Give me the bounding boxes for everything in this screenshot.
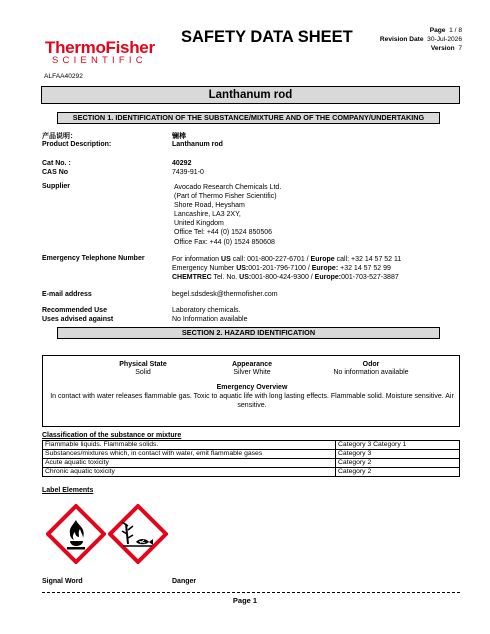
emergency-overview-line-2: sensitive. (237, 402, 267, 409)
uses-advised-against-label: Uses advised against (42, 316, 114, 323)
appearance-value: Silver White (233, 369, 271, 377)
product-name-cn: 镧棒 (172, 133, 186, 140)
recommended-use-label: Recommended Use (42, 307, 107, 314)
product-description-value (172, 133, 223, 150)
hazard-class: Acute aquatic toxicity (43, 459, 336, 468)
cas-no-label: CAS No (42, 169, 69, 176)
hazard-class: Substances/mixtures which, in contact with water, emit flammable gases (43, 450, 336, 459)
uses-advised-against-value: No Information available (172, 316, 248, 323)
classification-heading: Classification of the substance or mixture (42, 432, 182, 439)
hazard-category: Category 3 (336, 450, 460, 459)
product-description-en: Product Description: (42, 141, 112, 149)
supplier-line: Office Tel: +44 (0) 1524 850506 (174, 229, 273, 237)
signal-word-value: Danger (172, 578, 197, 585)
footer-divider (42, 592, 460, 593)
emergency-overview-line-1: In contact with water releases flammable gas. Toxic to aquatic life with long lasting effects. Flammable solid. Moisture sensitive. Air (50, 393, 454, 400)
section-1-heading: SECTION 1. IDENTIFICATION OF THE SUBSTANCE/MIXTURE AND OF THE COMPANY/UNDERTAKING (57, 112, 440, 124)
table-row (43, 468, 460, 477)
document-meta (380, 27, 462, 54)
supplier-line: Office Fax: +44 (0) 1524 850608 (174, 238, 275, 246)
hazard-class: Chronic aquatic toxicity (43, 468, 336, 477)
emergency-line-2: Emergency Number US:001-201-796-7100 / Europe: +32 14 57 52 99 (172, 265, 391, 273)
hazard-class: Flammable liquids. Flammable solids. (43, 441, 336, 450)
odor-label: Odor (362, 361, 380, 368)
hazard-category: Category 2 (336, 459, 460, 468)
cat-no-value: 40292 (172, 160, 192, 167)
product-title: Lanthanum rod (41, 86, 460, 104)
appearance-label: Appearance (231, 361, 273, 368)
version-value: 7 (458, 44, 462, 52)
version-label: Version (430, 44, 455, 52)
supplier-line: (Part of Thermo Fisher Scientific) (174, 193, 277, 201)
brand-logo: ThermoFisher (45, 38, 155, 57)
supplier-line: Lancashire, LA3 2XY, (174, 211, 241, 219)
document-title: SAFETY DATA SHEET (181, 28, 353, 46)
document-id: ALFAA40292 (44, 73, 83, 80)
emergency-phone-label: Emergency Telephone Number (42, 255, 145, 262)
revision-label: Revision Date (379, 35, 424, 43)
emergency-line-3: CHEMTREC Tel. No. US:001-800-424-9300 / Europe:001-703-527-3887 (172, 274, 399, 282)
table-row (43, 459, 460, 468)
supplier-address (174, 183, 281, 247)
page-number: Page 1 (232, 596, 258, 605)
emergency-phone-details (172, 255, 401, 282)
recommended-use-value: Laboratory chemicals. (172, 307, 241, 314)
page-value: 1 / 8 (449, 27, 462, 34)
emergency-overview-label: Emergency Overview (216, 384, 288, 391)
supplier-line: United Kingdom (174, 220, 224, 228)
signal-word-label: Signal Word (42, 578, 83, 585)
supplier-label: Supplier (42, 183, 71, 190)
section-2-heading: SECTION 2. HAZARD IDENTIFICATION (57, 327, 440, 339)
label-elements-heading: Label Elements (42, 487, 94, 494)
email-value[interactable]: begel.sdsdesk@thermofisher.com (172, 291, 278, 298)
environment-pictogram-icon (108, 504, 168, 564)
email-label: E-mail address (42, 291, 92, 298)
odor (301, 361, 441, 378)
emergency-line-1: For information US call: 001-800-227-6701 / Europe call: +32 14 57 52 11 (172, 256, 402, 263)
cas-no-value: 7439-91-0 (172, 169, 204, 176)
table-row (43, 441, 460, 450)
product-name: Lanthanum rod (172, 141, 223, 149)
physical-state-label: Physical State (119, 361, 167, 368)
revision-value: 30-Jul-2026 (427, 35, 462, 43)
physical-state-value: Solid (135, 369, 151, 377)
brand-logo-subtitle: SCIENTIFIC (52, 55, 147, 66)
cat-no-label: Cat No. : (42, 160, 71, 167)
supplier-line: Shore Road, Heysham (174, 202, 245, 210)
hazard-category: Category 2 (336, 468, 460, 477)
table-row (43, 450, 460, 459)
hazard-summary-box (42, 355, 460, 427)
hazard-category: Category 3 Category 1 (336, 441, 460, 450)
product-description-cn: 产品说明： (42, 133, 77, 140)
product-description-label (42, 133, 111, 150)
page-label: Page (429, 27, 446, 34)
flame-pictogram-icon (46, 504, 106, 564)
classification-table (42, 440, 460, 477)
odor-value: No information available (333, 369, 409, 377)
supplier-line: Avocado Research Chemicals Ltd. (174, 184, 282, 191)
